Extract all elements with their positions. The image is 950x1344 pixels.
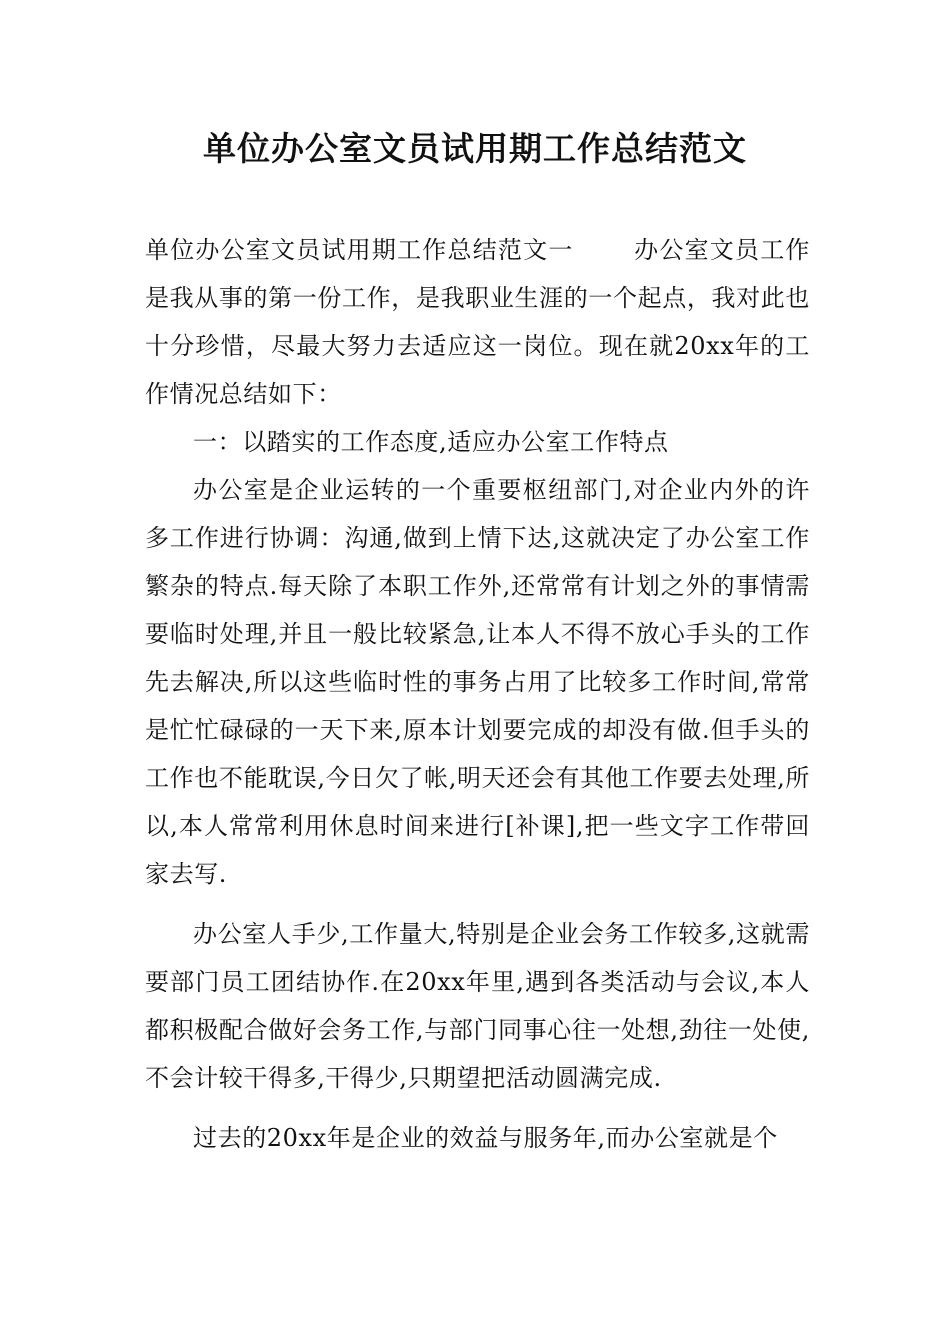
document-body	[145, 226, 810, 1174]
body-paragraph-2: 办公室人手少,工作量大,特别是企业会务工作较多,这就需要部门员工团结协作.在20xx年里,遇到各类活动与会议,本人都积极配合做好会务工作,与部门同事心往一处想,劲往一处使,不会计较干得多,干得少,只期望把活动圆满完成.	[145, 920, 810, 1092]
body-paragraph-1: 办公室是企业运转的一个重要枢纽部门,对企业内外的许多工作进行协调：沟通,做到上情下达,这就决定了办公室工作繁杂的特点.每天除了本职工作外,还常常有计划之外的事情需要临时处理,并且一般比较紧急,让本人不得不放心手头的工作先去解决,所以这些临时性的事务占用了比较多工作时间,常常是忙忙碌碌的一天下来,原本计划要完成的却没有做.但手头的工作也不能耽误,今日欠了帐,明天还会有其他工作要去处理,所以,本人常常利用休息时间来进行[补课],把一些文字工作带回家去写.	[145, 476, 810, 888]
document-title: 单位办公室文员试用期工作总结范文	[203, 129, 747, 168]
section-heading: 一：以踏实的工作态度,适应办公室工作特点	[193, 428, 669, 456]
intro-text: 办公室文员工作是我从事的第一份工作，是我职业生涯的一个起点，我对此也十分珍惜，尽最大努力去适应这一岗位。现在就20xx年的工作情况总结如下：	[145, 236, 811, 408]
intro-paragraph	[145, 226, 810, 418]
body-paragraph-3: 过去的20xx年是企业的效益与服务年,而办公室就是个	[193, 1124, 778, 1152]
intro-label: 单位办公室文员试用期工作总结范文一	[145, 236, 574, 264]
